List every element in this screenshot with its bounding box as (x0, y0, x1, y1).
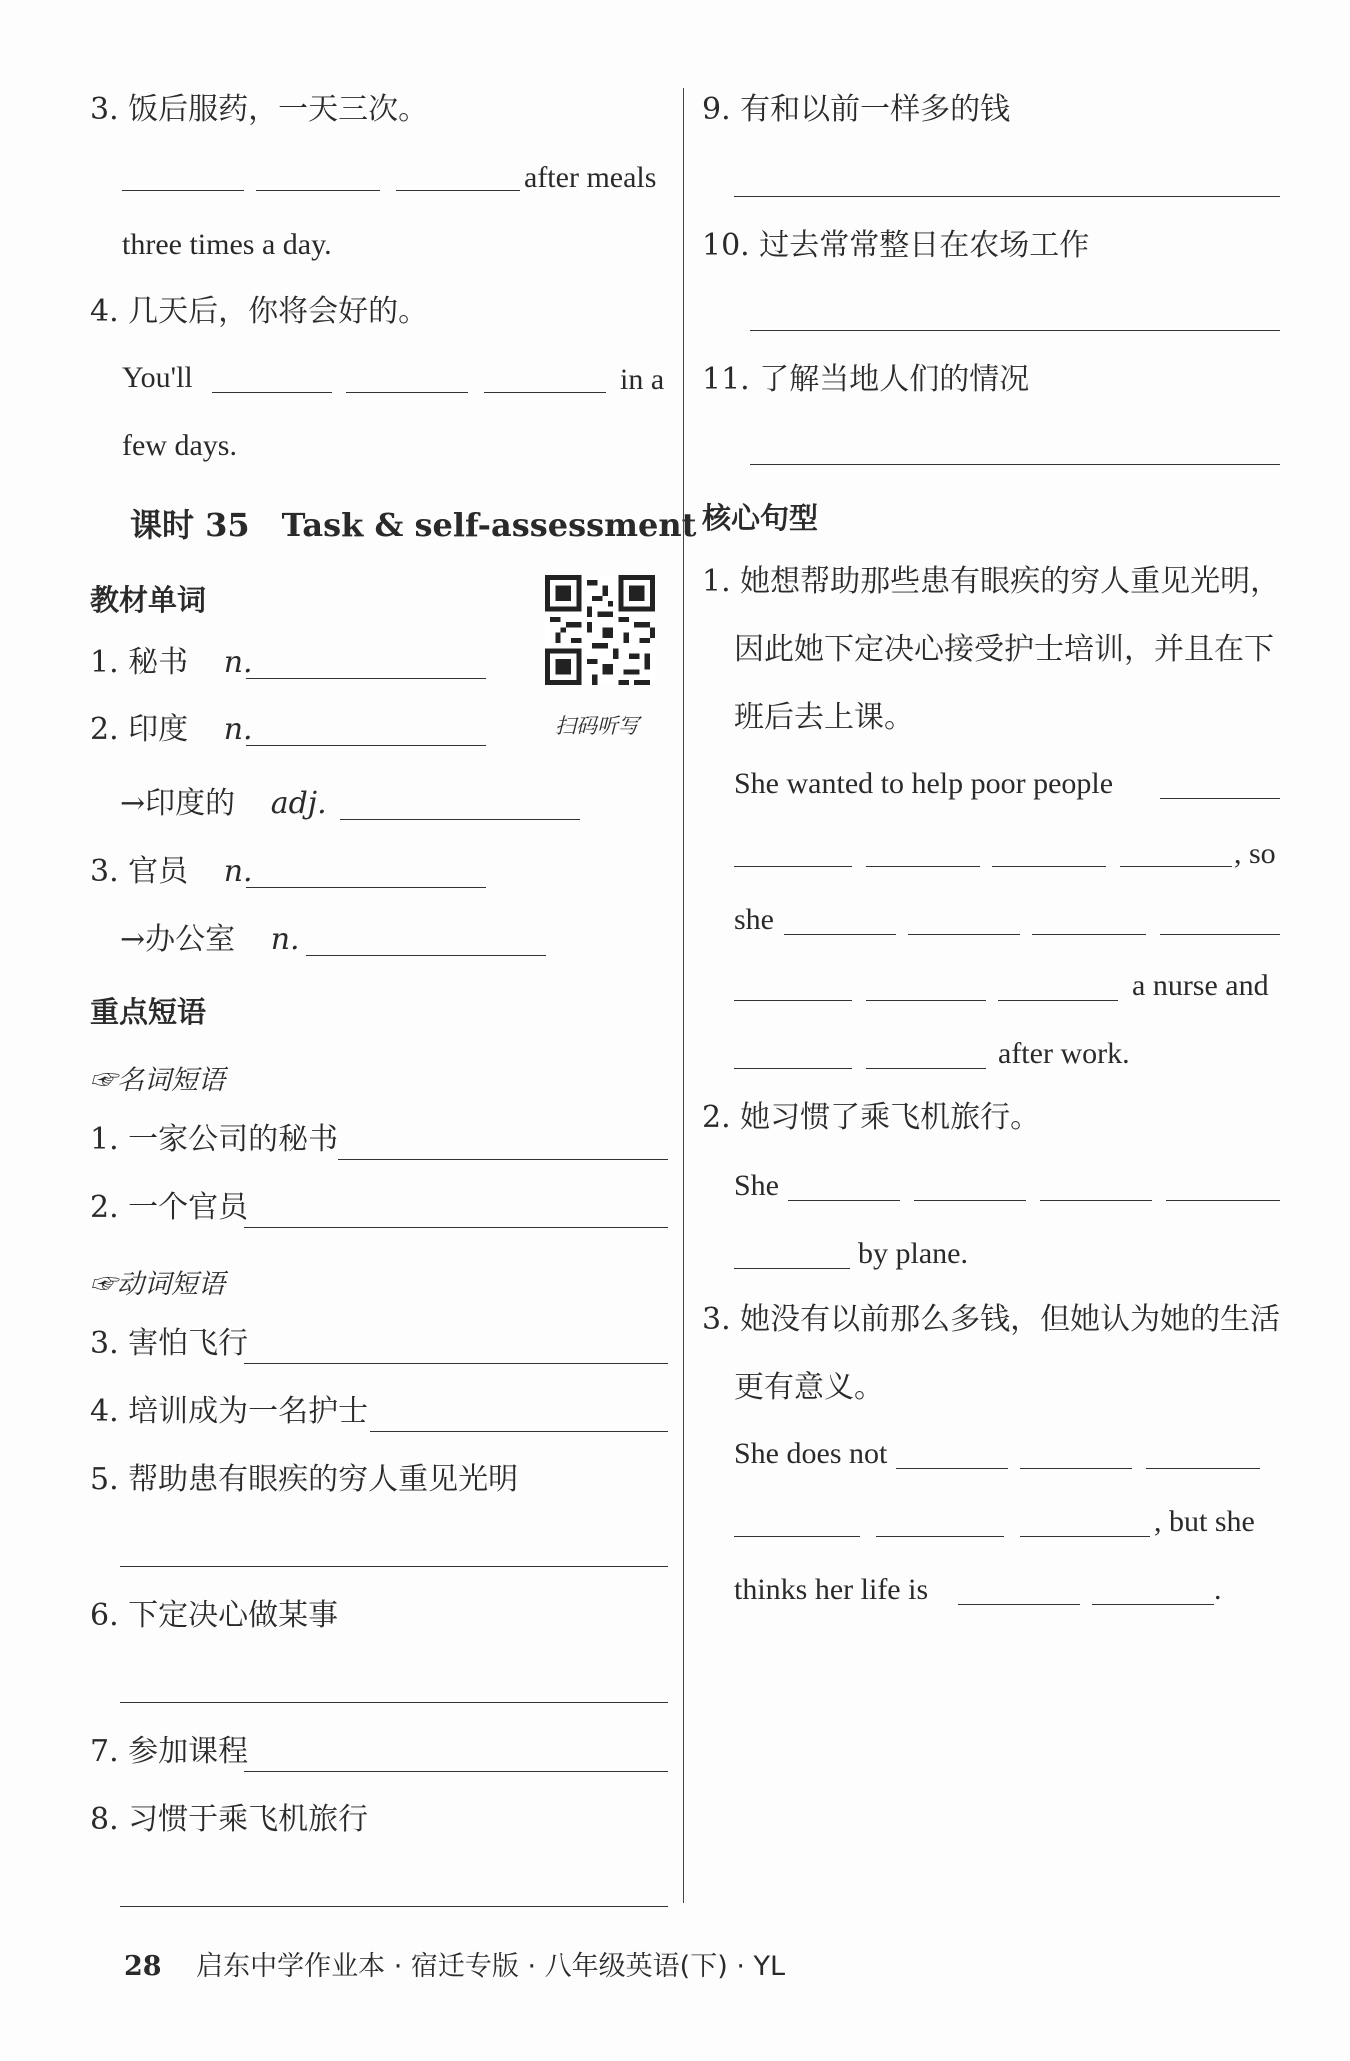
answer-blank[interactable] (734, 1000, 852, 1001)
question-11-prompt: 11. 了解当地人们的情况 (702, 362, 1030, 397)
sentence-1-nurse: a nurse and (1132, 969, 1269, 1002)
answer-blank[interactable] (914, 1200, 1026, 1201)
part-of-speech: n. (223, 854, 253, 889)
sentence-1-en-line1: She wanted to help poor people (734, 767, 1114, 800)
answer-blank[interactable] (256, 190, 380, 191)
answer-blank[interactable] (338, 1159, 668, 1160)
sentence-3-thinks: thinks her life is (734, 1573, 929, 1606)
answer-blank[interactable] (734, 1536, 860, 1537)
question-4-prompt: 4. 几天后，你将会好的。 (90, 294, 429, 329)
answer-blank[interactable] (998, 1000, 1118, 1001)
vocab-label: →办公室 (120, 922, 236, 957)
part-of-speech: n. (223, 645, 253, 680)
sentence-1-cn-line1: 1. 她想帮助那些患有眼疾的穷人重见光明， (702, 564, 1281, 599)
answer-blank[interactable] (908, 934, 1020, 935)
sentence-1-cn-line3: 班后去上课。 (734, 700, 914, 735)
question-9-prompt: 9. 有和以前一样多的钱 (702, 92, 1011, 127)
vocab-item-3 (90, 854, 253, 890)
vocab-heading: 教材单词 (90, 583, 207, 617)
answer-blank[interactable] (958, 1604, 1080, 1605)
qr-caption: 扫码听写 (555, 714, 639, 738)
answer-blank[interactable] (246, 678, 486, 679)
answer-blank[interactable] (734, 1268, 850, 1269)
answer-blank[interactable] (484, 392, 606, 393)
answer-blank[interactable] (1020, 1468, 1132, 1469)
sentences-heading: 核心句型 (702, 501, 819, 535)
lesson-title: 课时 35 Task & self-assessment (130, 506, 697, 544)
answer-blank[interactable] (896, 1468, 1008, 1469)
sentence-2-she: She (734, 1169, 779, 1202)
answer-blank[interactable] (340, 819, 580, 820)
sentence-1-after-work: after work. (998, 1037, 1130, 1070)
phrase-item-7: 7. 参加课程 (90, 1734, 249, 1769)
verb-phrases-subheading: ☞动词短语 (90, 1269, 225, 1300)
answer-blank[interactable] (1120, 866, 1232, 867)
sentence-1-she: she (734, 903, 774, 936)
answer-blank[interactable] (246, 887, 486, 888)
answer-blank[interactable] (1166, 1200, 1280, 1201)
answer-blank[interactable] (120, 1566, 668, 1567)
phrase-item-8: 8. 习惯于乘飞机旅行 (90, 1802, 369, 1837)
qr-code-icon[interactable] (545, 575, 655, 685)
answer-blank[interactable] (122, 190, 244, 191)
answer-blank[interactable] (120, 1702, 668, 1703)
sentence-3-cn-line1: 3. 她没有以前那么多钱，但她认为她的生活 (702, 1302, 1281, 1337)
phrase-item-6: 6. 下定决心做某事 (90, 1598, 339, 1633)
answer-blank[interactable] (750, 330, 1280, 331)
answer-blank[interactable] (734, 196, 1280, 197)
sentence-3-cn-line2: 更有意义。 (734, 1370, 884, 1405)
phrase-item-5: 5. 帮助患有眼疾的穷人重见光明 (90, 1462, 519, 1497)
sentence-2-cn: 2. 她习惯了乘飞机旅行。 (702, 1100, 1041, 1135)
sentence-1-cn-line2: 因此她下定决心接受护士培训，并且在下 (734, 632, 1274, 667)
sentence-1-so: , so (1234, 837, 1276, 870)
answer-blank[interactable] (784, 934, 896, 935)
answer-blank[interactable] (866, 1068, 986, 1069)
vocab-item-1 (90, 645, 253, 681)
book-title: 启东中学作业本 · 宿迁专版 · 八年级英语(下) · YL (196, 1951, 786, 1982)
answer-blank[interactable] (244, 1363, 668, 1364)
phrase-item-1: 1. 一家公司的秘书 (90, 1122, 339, 1157)
phrase-item-3: 3. 害怕飞行 (90, 1326, 249, 1361)
answer-blank[interactable] (788, 1200, 900, 1201)
answer-blank[interactable] (120, 1906, 668, 1907)
answer-blank[interactable] (1020, 1536, 1150, 1537)
vocab-label: →印度的 (120, 786, 236, 821)
column-divider (683, 88, 684, 1903)
page-number: 28 (124, 1951, 162, 1982)
sentence-2-by-plane: by plane. (858, 1237, 968, 1270)
part-of-speech: n. (223, 712, 253, 747)
answer-blank[interactable] (876, 1536, 1004, 1537)
answer-blank[interactable] (750, 464, 1280, 465)
noun-phrases-subheading: ☞名词短语 (90, 1065, 225, 1096)
sentence-3-but-she: , but she (1154, 1505, 1255, 1538)
answer-blank[interactable] (1032, 934, 1146, 935)
answer-blank[interactable] (346, 392, 468, 393)
answer-blank[interactable] (734, 866, 852, 867)
vocab-item-2-derived (120, 786, 327, 822)
vocab-label: 2. 印度 (90, 712, 189, 747)
question-3-line2: three times a day. (122, 228, 332, 261)
page-footer (124, 1944, 785, 1983)
vocab-label: 3. 官员 (90, 854, 189, 889)
answer-blank[interactable] (1146, 1468, 1260, 1469)
answer-blank[interactable] (992, 866, 1106, 867)
answer-blank[interactable] (866, 1000, 986, 1001)
question-4-tail: in a (620, 363, 665, 396)
phrases-heading: 重点短语 (90, 995, 207, 1029)
question-3-prompt: 3. 饭后服药，一天三次。 (90, 92, 429, 127)
sentence-3-period: . (1214, 1573, 1222, 1606)
answer-blank[interactable] (734, 1068, 852, 1069)
answer-blank[interactable] (1160, 798, 1280, 799)
phrase-item-4: 4. 培训成为一名护士 (90, 1394, 369, 1429)
answer-blank[interactable] (396, 190, 520, 191)
vocab-item-3-derived (120, 922, 300, 958)
question-4-lead: You'll (122, 361, 193, 394)
question-4-line2: few days. (122, 429, 237, 462)
part-of-speech: n. (270, 922, 300, 957)
phrase-item-2: 2. 一个官员 (90, 1190, 249, 1225)
answer-blank[interactable] (212, 392, 332, 393)
answer-blank[interactable] (1040, 1200, 1152, 1201)
vocab-item-2 (90, 712, 253, 748)
answer-blank[interactable] (370, 1431, 668, 1432)
sentence-3-en-line1: She does not (734, 1437, 888, 1470)
answer-blank[interactable] (306, 955, 546, 956)
question-3-tail: after meals (524, 161, 657, 194)
answer-blank[interactable] (1092, 1604, 1214, 1605)
answer-blank[interactable] (1160, 934, 1280, 935)
vocab-label: 1. 秘书 (90, 645, 189, 680)
part-of-speech: adj. (270, 786, 327, 821)
answer-blank[interactable] (244, 1227, 668, 1228)
answer-blank[interactable] (866, 866, 980, 867)
question-10-prompt: 10. 过去常常整日在农场工作 (702, 228, 1090, 263)
answer-blank[interactable] (244, 1771, 668, 1772)
answer-blank[interactable] (246, 745, 486, 746)
